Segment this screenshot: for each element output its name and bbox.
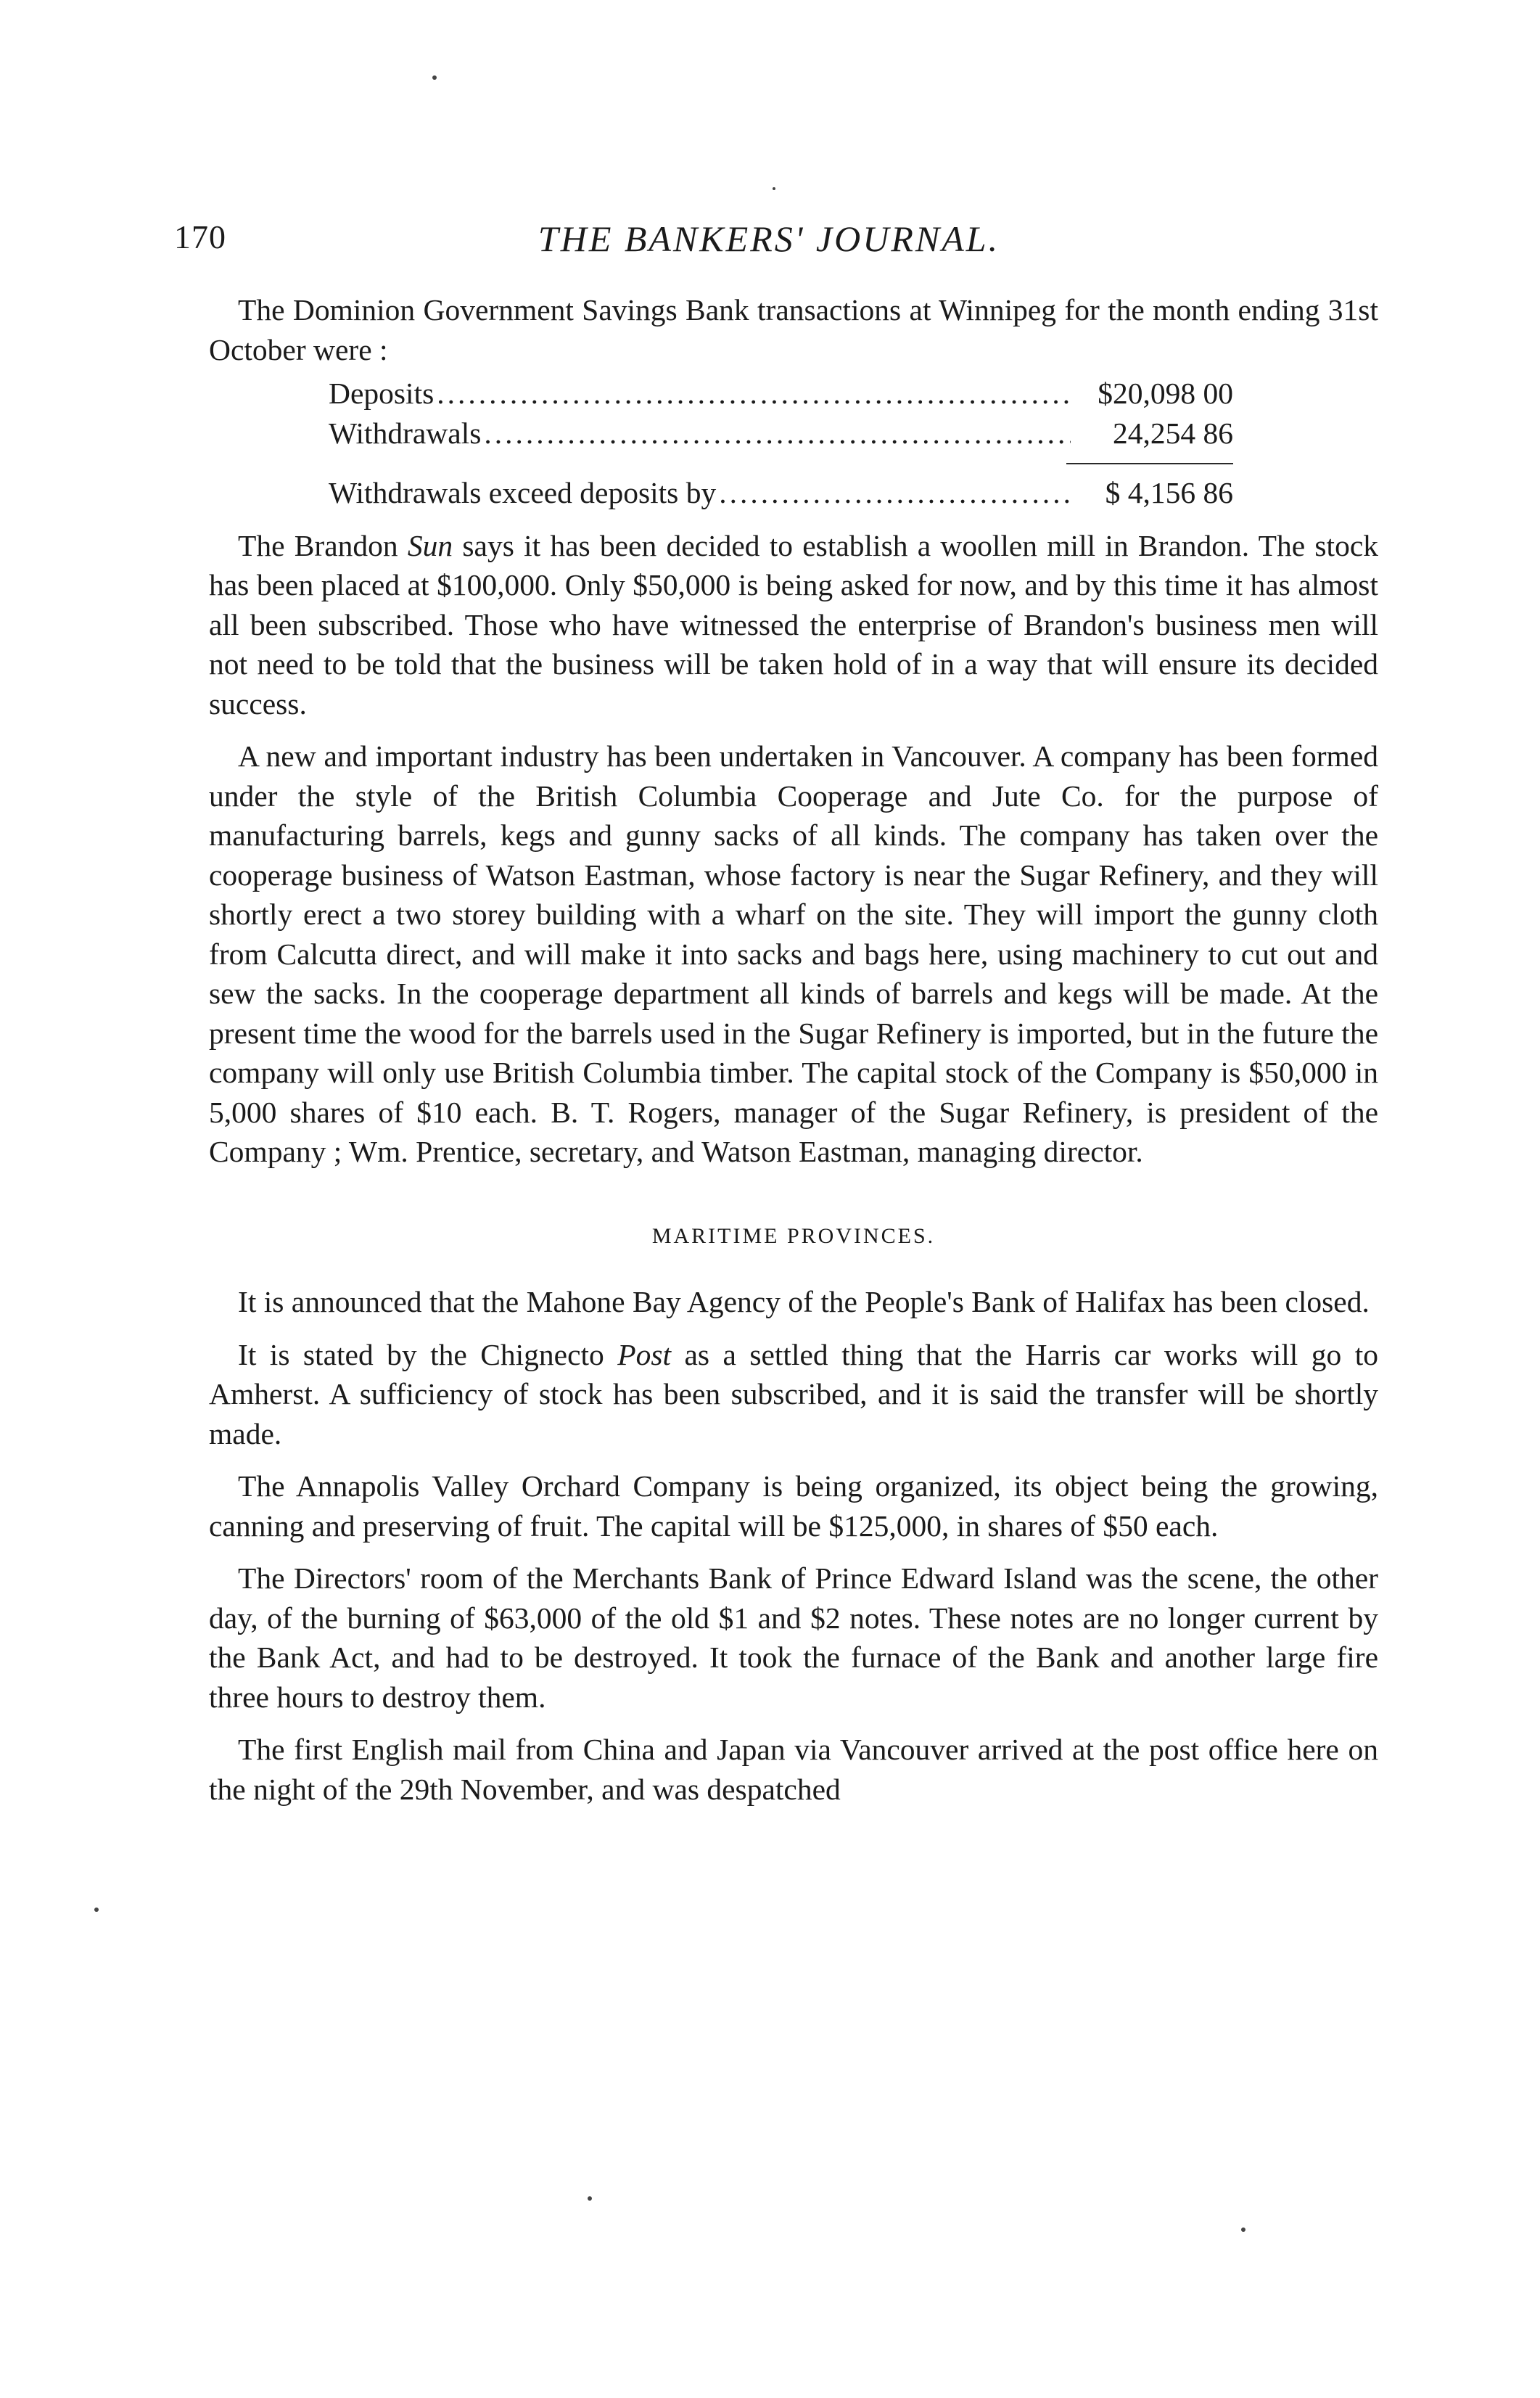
running-title: THE BANKERS' JOURNAL. — [538, 218, 1000, 259]
ledger-total-label: Withdrawals exceed deposits by — [329, 476, 717, 509]
ledger-row-deposits — [329, 374, 1233, 414]
print-speck — [94, 1908, 99, 1912]
winnipeg-intro: The Dominion Government Savings Bank transactions at Winnipeg for the month ending 31st October were : — [209, 293, 1378, 366]
newspaper-title: Post — [617, 1337, 672, 1371]
chignecto-paragraph: It is stated by the Chignecto Post as a settled thing that the Harris car works will go to Amherst. A sufficiency of stock has been subscribed, and it is said the transfer will be shortly made. — [209, 1337, 1378, 1450]
vancouver-paragraph: A new and important industry has been undertaken in Vancouver. A company has been formed under the style of the British Columbia Cooperage and Jute Co. for the purpose of manufacturing barrels, kegs and gunny sacks of all kinds. The company has taken over the cooperage business of Watson Eastman, whose factory is near the Sugar Refinery, and they will shortly erect a two storey building with a wharf on the site. They will import the gunny cloth from Calcutta direct, and will make it into sacks and bags here, using machinery to cut out and sew the sacks. In the cooperage department all kinds of barrels and kegs will be made. At the present time the wood for the barrels used in the Sugar Refinery is imported, but in the future the company will only use British Columbia timber. The capital stock of the Company is $50,000 in 5,000 shares of $10 each. B. T. Rogers, manager of the Sugar Refinery, is president of the Company ; Wm. Prentice, secretary, and Watson Eastman, managing director. — [209, 739, 1378, 1168]
ledger-amount: $20,098 00 — [1098, 377, 1233, 410]
leader-dots — [716, 473, 1071, 513]
ledger-row-withdrawals — [329, 414, 1233, 453]
article-body — [209, 290, 1378, 1809]
section-heading: MARITIME PROVINCES. — [651, 1223, 936, 1248]
print-speck — [432, 75, 437, 80]
page-header — [174, 218, 1364, 268]
leader-dots — [434, 374, 1071, 414]
mahone-bay-paragraph: It is announced that the Mahone Bay Agency of the People's Bank of Halifax has been closed. — [238, 1285, 1370, 1318]
merchants-bank-paragraph: The Directors' room of the Merchants Bank of Prince Edward Island was the scene, the other day, of the burning of $63,000 of the old $1 and $2 notes. These notes are no longer current by the Bank Act, and had to be destroyed. It took the furnace of the Bank and another large fire three hours to destroy them. — [209, 1561, 1378, 1714]
ledger-row-total — [329, 473, 1233, 513]
leader-dots — [481, 414, 1071, 453]
brandon-paragraph: The Brandon Sun says it has been decided to establish a woollen mill in Brandon. The stock has been placed at $100,000. Only $50,000 is being asked for now, and by this time it has almost all been subscribed. Those who have witnessed the enterprise of Brandon's business men will not need to be told that the business will be taken hold of in a way that will ensure its decided success. — [209, 528, 1378, 720]
sum-rule — [1066, 463, 1233, 464]
annapolis-paragraph: The Annapolis Valley Orchard Company is being organized, its object being the growing, canning and preserving of fruit. The capital will be $125,000, in shares of $50 each. — [209, 1469, 1378, 1543]
page-number: 170 — [174, 218, 226, 255]
print-speck — [773, 187, 775, 190]
savings-bank-ledger — [329, 374, 1233, 513]
ledger-total-amount: $ 4,156 86 — [1105, 476, 1233, 509]
ledger-amount: 24,254 86 — [1113, 416, 1233, 450]
ledger-label: Deposits — [329, 377, 435, 410]
ledger-label: Withdrawals — [329, 416, 482, 450]
newspaper-title: Sun — [407, 528, 453, 562]
print-speck — [588, 2196, 592, 2201]
english-mail-paragraph: The first English mail from China and Japan via Vancouver arrived at the post office here on the night of the 29th November, and was despatched — [209, 1733, 1378, 1806]
print-speck — [1241, 2227, 1245, 2232]
